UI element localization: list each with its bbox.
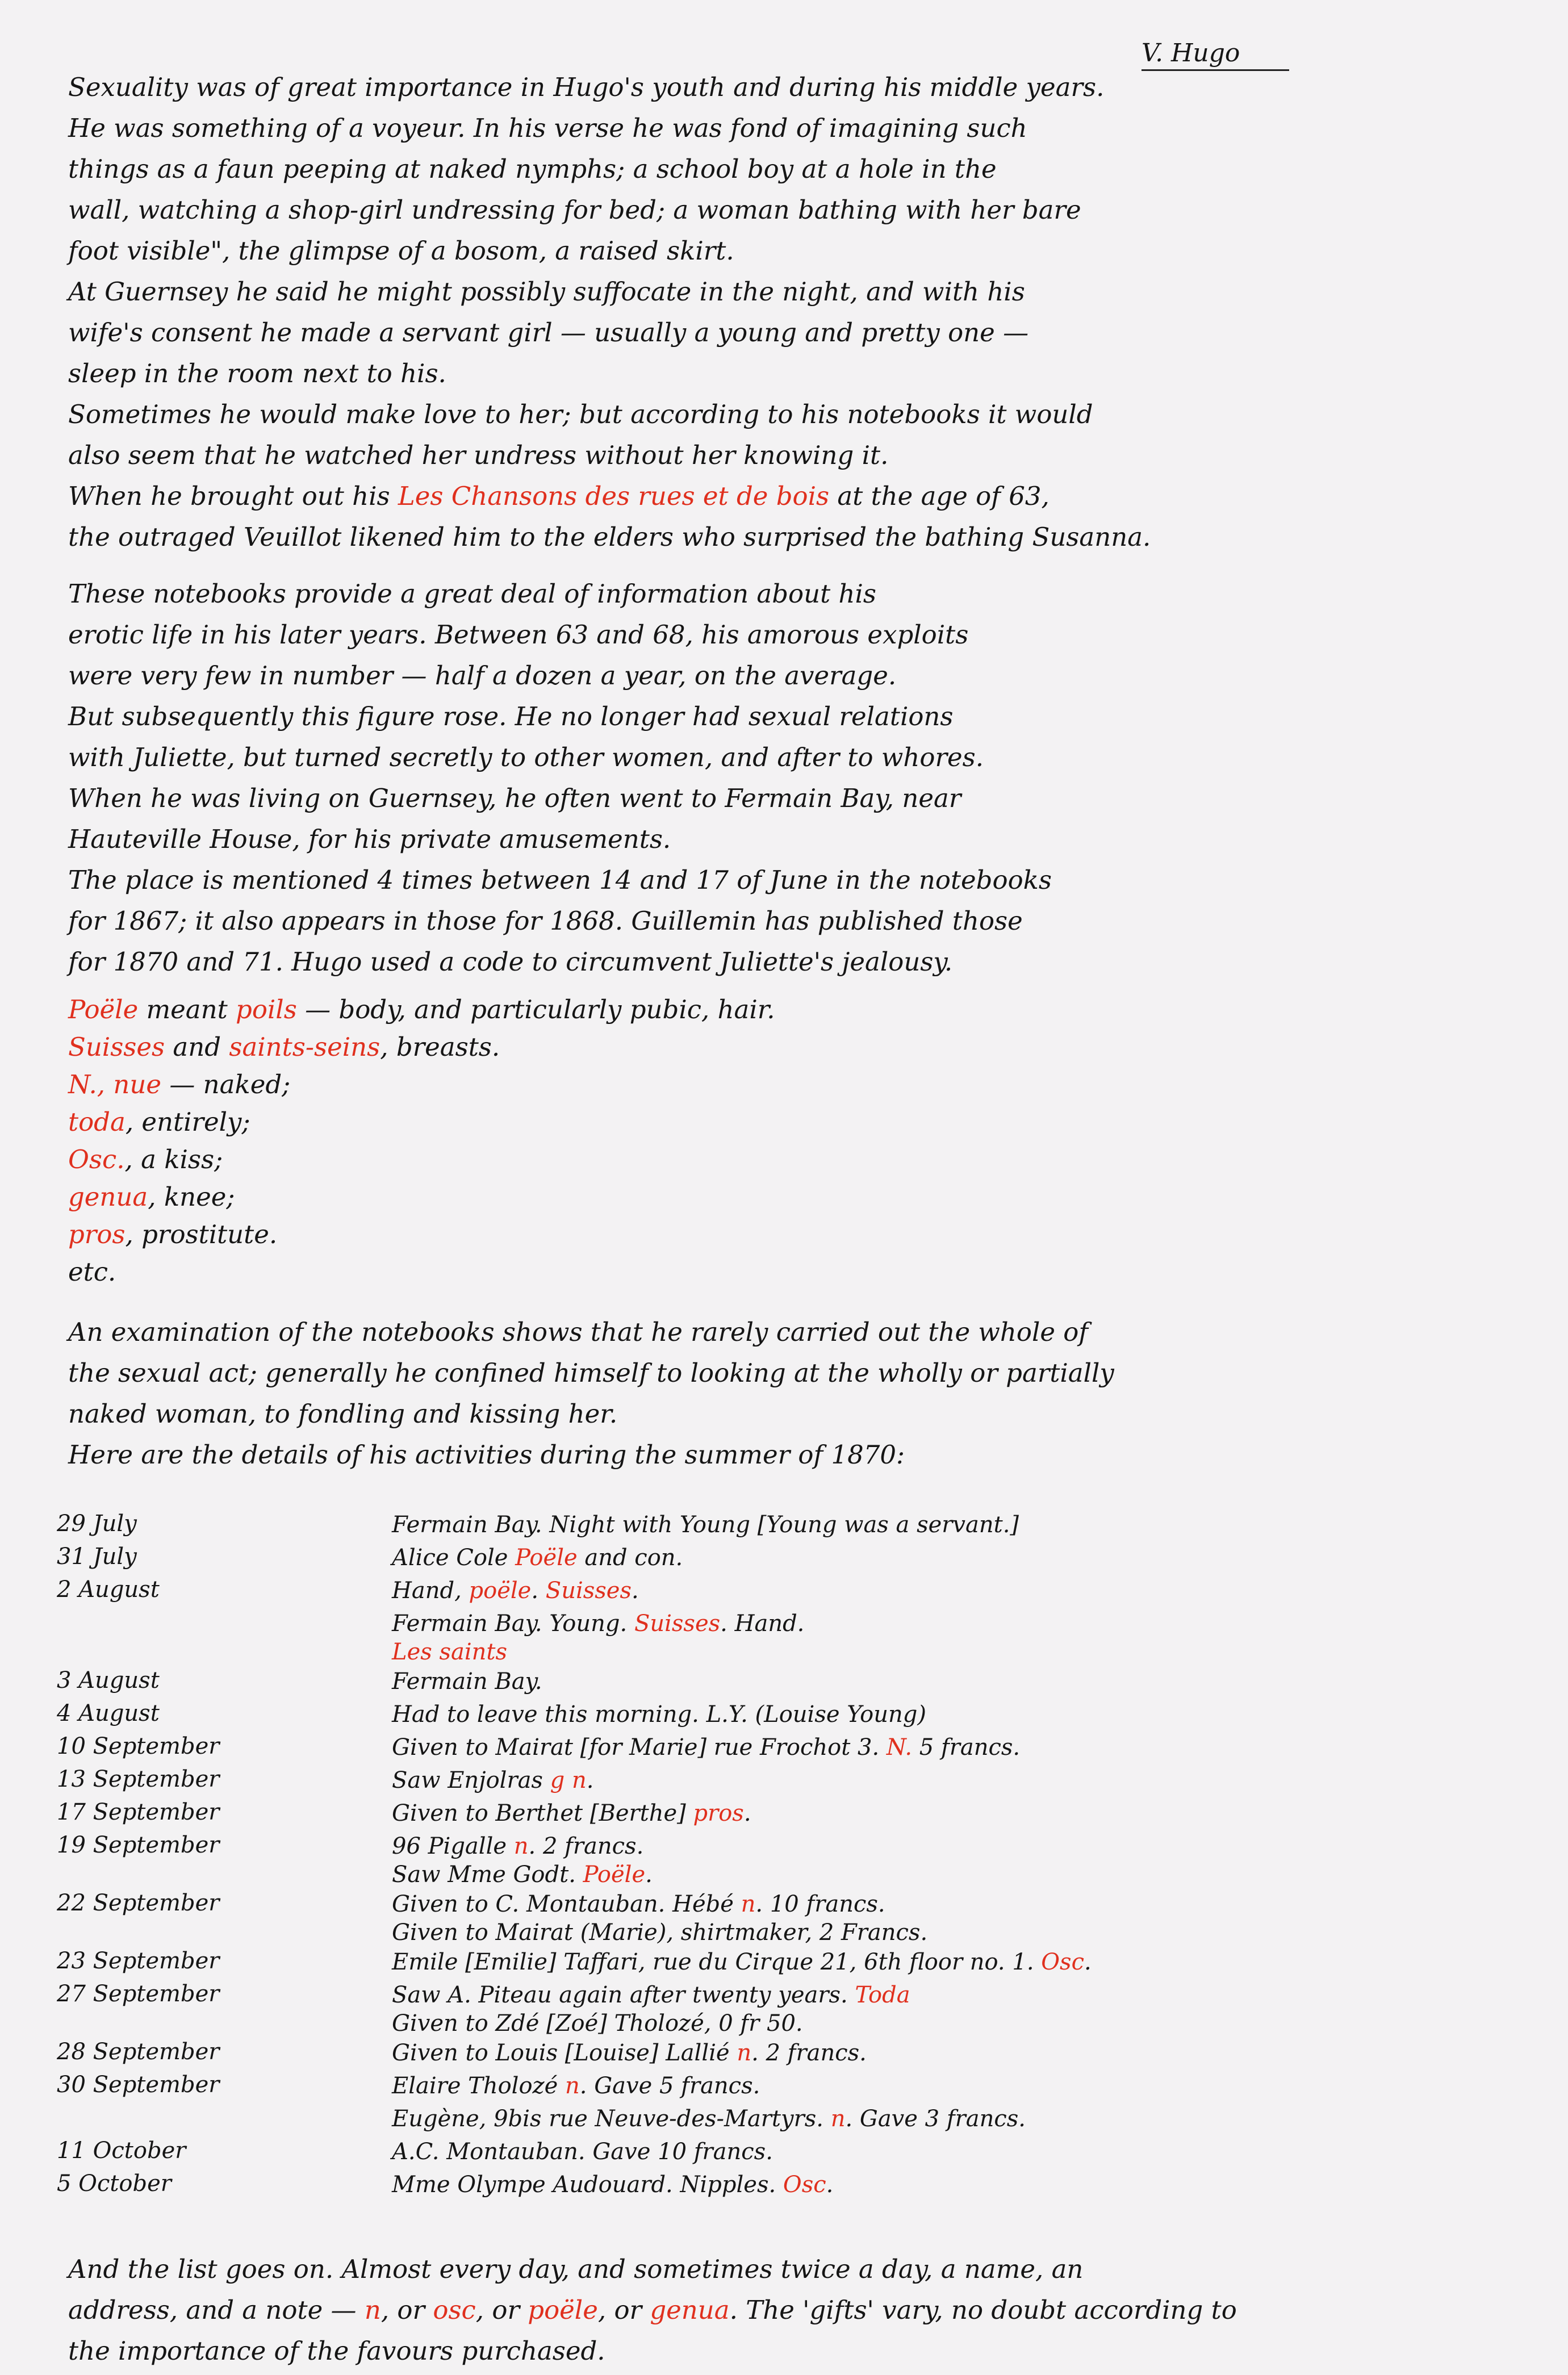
- red-code-word: N., nue: [68, 1069, 162, 1099]
- text-run: , or: [380, 2295, 433, 2325]
- text-run: things as a faun peeping at naked nymphs; a school boy at a hole in the: [68, 154, 997, 184]
- diary-text: [392, 1700, 1511, 1729]
- diary-entry: [57, 1544, 1511, 1575]
- diary-entry: [57, 2105, 1511, 2136]
- diary-text: [392, 2171, 1511, 2199]
- diary-date: 28 September: [57, 2039, 220, 2065]
- diary-run: .: [632, 1578, 639, 1604]
- paragraph: [68, 1312, 1511, 1475]
- diary-line: [392, 1918, 1511, 1947]
- diary-date: 30 September: [57, 2072, 220, 2098]
- diary-run: Saw A. Piteau again after twenty years.: [392, 1982, 855, 2008]
- red-code-word: Les saints: [392, 1639, 508, 1665]
- red-code-word: saints-seins: [229, 1032, 380, 1062]
- diary-run: Mme Olympe Audouard. Nipples.: [392, 2172, 783, 2198]
- diary-line: [392, 2171, 1511, 2199]
- text-run: the sexual act; generally he confined himself to looking at the wholly or partially: [68, 1358, 1114, 1388]
- text-run: also seem that he watched her undress without her knowing it.: [68, 440, 889, 470]
- red-code-word: poils: [236, 994, 297, 1025]
- red-code-word: poële: [469, 1578, 532, 1604]
- glossary-row: [68, 1028, 775, 1066]
- diary-line: [392, 1577, 1511, 1605]
- diary-entry: [57, 1981, 1511, 2038]
- paragraph: [68, 574, 1511, 982]
- text-line: [68, 108, 1511, 149]
- diary-date: 11 October: [57, 2138, 186, 2164]
- diary-run: Fermain Bay.: [392, 1669, 542, 1695]
- diary-entry: [57, 1766, 1511, 1798]
- text-run: were very few in number — half a dozen a year, on the average.: [68, 660, 897, 691]
- diary-text: [392, 1799, 1511, 1828]
- red-code-word: Poële: [68, 994, 139, 1025]
- diary-line: [392, 1544, 1511, 1572]
- diary-line: [392, 1667, 1511, 1696]
- diary-run: Given to C. Montauban. Hébé: [392, 1891, 741, 1917]
- glossary-text: , knee;: [148, 1182, 235, 1212]
- text-run: erotic life in his later years. Between 63 and 68, his amorous exploits: [68, 620, 969, 650]
- text-line: [68, 942, 1511, 982]
- diary-run: . 10 francs.: [755, 1891, 885, 1917]
- red-code-word: n: [565, 2073, 580, 2099]
- diary-line: [392, 1860, 1511, 1889]
- text-line: [68, 655, 1511, 696]
- text-run: for 1870 and 71. Hugo used a code to circumvent Juliette's jealousy.: [68, 947, 953, 977]
- text-line: [68, 271, 1511, 312]
- diary-line: [392, 2138, 1511, 2166]
- glossary-text: — naked;: [161, 1069, 291, 1099]
- diary-line: [392, 1981, 1511, 2009]
- diary-text: [392, 1766, 1511, 1795]
- diary-line: [392, 1638, 1511, 1666]
- diary-run: Emile [Emilie] Taffari, rue du Cirque 21, 6th floor no. 1.: [392, 1949, 1042, 1975]
- diary-run: Fermain Bay. Young.: [392, 1611, 634, 1637]
- red-code-word: pros: [693, 1800, 744, 1826]
- diary-line: [392, 1700, 1511, 1729]
- diary-date: 5 October: [57, 2171, 172, 2197]
- red-code-word: Toda: [855, 1982, 910, 2008]
- paragraph: [68, 67, 1511, 558]
- diary-entry: [57, 1890, 1511, 1947]
- text-line: [68, 2290, 1511, 2331]
- text-run: wife's consent he made a servant girl — usually a young and pretty one —: [68, 317, 1029, 348]
- diary-line: [392, 2072, 1511, 2100]
- red-code-word: Suisses: [634, 1611, 721, 1637]
- diary-run: 96 Pigalle: [392, 1833, 514, 1859]
- diary-date: 31 July: [57, 1544, 137, 1570]
- diary-line: [392, 1766, 1511, 1795]
- red-code-word: genua: [68, 1182, 148, 1212]
- diary-text: [392, 1577, 1511, 1605]
- text-run: Here are the details of his activities during the summer of 1870:: [68, 1440, 905, 1470]
- diary-date: 17 September: [57, 1799, 220, 1825]
- diary-entry: [57, 1733, 1511, 1765]
- text-line: [68, 476, 1511, 517]
- text-run: naked woman, to fondling and kissing her.: [68, 1399, 618, 1429]
- diary-run: A.C. Montauban. Gave 10 francs.: [392, 2139, 773, 2165]
- paragraph: [68, 2249, 1511, 2372]
- glossary-row: [68, 1066, 775, 1103]
- glossary-text: and: [165, 1032, 229, 1062]
- diary-line: [392, 1511, 1511, 1539]
- text-line: [68, 353, 1511, 394]
- text-run: , or: [597, 2295, 650, 2325]
- diary-line: [392, 1799, 1511, 1828]
- glossary-text: , entirely;: [125, 1107, 250, 1137]
- text-line: [68, 1312, 1511, 1353]
- diary-text: [392, 1890, 1511, 1947]
- diary-entry: [57, 1832, 1511, 1889]
- text-run: He was something of a voyeur. In his verse he was fond of imagining such: [68, 113, 1027, 143]
- diary-entry: [57, 1577, 1511, 1608]
- text-line: [68, 312, 1511, 353]
- text-line: [68, 819, 1511, 860]
- diary-run: Given to Mairat [for Marie] rue Frochot 3.: [392, 1734, 887, 1761]
- text-line: [68, 2249, 1511, 2290]
- diary-text: [392, 1948, 1511, 1976]
- text-line: [68, 1435, 1511, 1475]
- text-line: [68, 778, 1511, 819]
- glossary-text: — body, and particularly pubic, hair.: [296, 994, 775, 1025]
- text-run: But subsequently this figure rose. He no longer had sexual relations: [68, 701, 954, 731]
- diary-line: [392, 1733, 1511, 1762]
- diary-text: [392, 2039, 1511, 2067]
- text-run: . The 'gifts' vary, no doubt according to: [729, 2295, 1237, 2325]
- diary-date: 13 September: [57, 1766, 220, 1792]
- diary-run: .: [645, 1862, 653, 1888]
- glossary-row: [68, 1141, 775, 1178]
- red-code-word: poële: [528, 2295, 598, 2325]
- red-code-word: Suisses: [545, 1578, 632, 1604]
- text-run: address, and a note —: [68, 2295, 365, 2325]
- text-run: Sexuality was of great importance in Hugo's youth and during his middle years.: [68, 72, 1105, 102]
- text-run: the outraged Veuillot likened him to the elders who surprised the bathing Susanna.: [68, 522, 1151, 552]
- diary-entry: [57, 2039, 1511, 2071]
- diary-run: Had to leave this morning. L.Y. (Louise Young): [392, 1701, 926, 1728]
- diary-text: [392, 1511, 1511, 1539]
- diary-date: 22 September: [57, 1890, 220, 1916]
- diary-text: [392, 2072, 1511, 2100]
- red-code-word: n: [513, 1833, 529, 1859]
- diary-entry: [57, 2171, 1511, 2202]
- red-code-word: Poële: [515, 1545, 578, 1571]
- diary-entry: [57, 1799, 1511, 1831]
- diary-run: and con.: [577, 1545, 683, 1571]
- text-line: [68, 737, 1511, 778]
- text-line: [68, 1353, 1511, 1394]
- diary-line: [392, 1890, 1511, 1918]
- diary-line: [392, 1948, 1511, 1976]
- text-run: An examination of the notebooks shows that he rarely carried out the whole of: [68, 1317, 1089, 1347]
- text-line: [68, 614, 1511, 655]
- diary-run: Saw Mme Godt.: [392, 1862, 583, 1888]
- text-run: wall, watching a shop-girl undressing for bed; a woman bathing with her bare: [68, 195, 1081, 225]
- text-line: [68, 517, 1511, 558]
- diary-run: Fermain Bay. Night with Young [Young was a servant.]: [392, 1512, 1019, 1538]
- diary-run: Saw Enjolras: [392, 1767, 550, 1793]
- diary-line: [392, 2009, 1511, 2038]
- diary-entry: [57, 2138, 1511, 2169]
- text-line: [68, 435, 1511, 476]
- diary-run: .: [531, 1578, 546, 1604]
- text-run: And the list goes on. Almost every day, and sometimes twice a day, a name, an: [68, 2254, 1084, 2284]
- diary-entry: [57, 1948, 1511, 1980]
- text-line: [68, 901, 1511, 942]
- diary-text: [392, 2105, 1511, 2133]
- diary-text: [392, 2138, 1511, 2166]
- glossary-row: [68, 1216, 775, 1253]
- red-code-word: Osc: [783, 2172, 826, 2198]
- diary-date: 23 September: [57, 1948, 220, 1974]
- red-code-word: pros: [68, 1219, 126, 1249]
- text-line: [68, 149, 1511, 190]
- text-line: [68, 231, 1511, 271]
- red-code-word: Poële: [583, 1862, 646, 1888]
- glossary-row: [68, 1253, 775, 1291]
- red-code-word: n: [364, 2295, 381, 2325]
- glossary-text: meant: [138, 994, 236, 1025]
- red-code-word: n: [741, 1891, 756, 1917]
- red-code-word: Osc.: [68, 1144, 125, 1174]
- diary-entry: [57, 1609, 1511, 1666]
- glossary-text: , a kiss;: [124, 1144, 223, 1174]
- diary-run: Given to Louis [Louise] Lallié: [392, 2040, 737, 2066]
- text-run: , or: [475, 2295, 528, 2325]
- diary-run: Alice Cole: [392, 1545, 516, 1571]
- text-run: the importance of the favours purchased.: [68, 2336, 605, 2366]
- diary-text: [392, 1981, 1511, 2038]
- diary-run: Eugène, 9bis rue Neuve-des-Martyrs.: [392, 2106, 831, 2132]
- diary-run: . Gave 5 francs.: [579, 2073, 760, 2099]
- diary-date: 10 September: [57, 1733, 220, 1759]
- diary-run: .: [1084, 1949, 1092, 1975]
- diary-date: 29 July: [57, 1511, 137, 1537]
- diary-date: 3 August: [57, 1667, 160, 1694]
- text-line: [68, 696, 1511, 737]
- diary-run: Given to Zdé [Zoé] Tholozé, 0 fr 50.: [392, 2010, 803, 2037]
- diary-run: .: [586, 1767, 594, 1793]
- diary-run: . 2 francs.: [751, 2040, 867, 2066]
- diary-line: [392, 2039, 1511, 2067]
- diary-run: Elaire Tholozé: [392, 2073, 565, 2099]
- author-heading: V. Hugo: [1141, 39, 1240, 68]
- red-code-word: genua: [650, 2295, 730, 2325]
- diary-text: [392, 1832, 1511, 1889]
- text-run: The place is mentioned 4 times between 14 and 17 of June in the notebooks: [68, 865, 1052, 895]
- diary-run: Given to Berthet [Berthe]: [392, 1800, 693, 1826]
- red-code-word: n: [737, 2040, 752, 2066]
- text-run: When he was living on Guernsey, he often went to Fermain Bay, near: [68, 783, 961, 813]
- diary-entry: [57, 2072, 1511, 2104]
- text-run: foot visible", the glimpse of a bosom, a raised skirt.: [68, 236, 734, 266]
- text-line: [68, 860, 1511, 901]
- red-code-word: Osc: [1041, 1949, 1084, 1975]
- diary-run: . 2 francs.: [528, 1833, 644, 1859]
- text-line: [68, 1394, 1511, 1435]
- diary-run: Hand,: [392, 1578, 469, 1604]
- red-code-word: Les Chansons des rues et de bois: [398, 481, 830, 511]
- text-run: When he brought out his: [68, 481, 398, 511]
- diary-run: Given to Mairat (Marie), shirtmaker, 2 Francs.: [392, 1920, 928, 1946]
- glossary-text: etc.: [68, 1257, 116, 1287]
- text-line: [68, 2331, 1511, 2372]
- text-run: at the age of 63,: [829, 481, 1049, 511]
- diary-entry: [57, 1667, 1511, 1699]
- code-glossary: [68, 991, 775, 1291]
- text-run: These notebooks provide a great deal of information about his: [68, 579, 876, 609]
- diary-date: 2 August: [57, 1577, 160, 1603]
- glossary-text: , prostitute.: [125, 1219, 278, 1249]
- red-code-word: osc: [433, 2295, 476, 2325]
- diary-run: 5 francs.: [912, 1734, 1021, 1761]
- diary-entry: [57, 1700, 1511, 1732]
- diary-date: 19 September: [57, 1832, 220, 1858]
- red-code-word: g n: [550, 1767, 587, 1793]
- red-code-word: N.: [886, 1734, 913, 1761]
- text-run: At Guernsey he said he might possibly suffocate in the night, and with his: [68, 277, 1025, 307]
- red-code-word: n: [830, 2106, 846, 2132]
- diary-text: [392, 1733, 1511, 1762]
- glossary-text: , breasts.: [380, 1032, 500, 1062]
- diary-line: [392, 1832, 1511, 1860]
- text-line: [68, 394, 1511, 435]
- diary-entries: [57, 1511, 1511, 2203]
- text-run: Hauteville House, for his private amusements.: [68, 824, 671, 854]
- diary-text: [392, 1609, 1511, 1666]
- text-line: [68, 190, 1511, 231]
- diary-date: 27 September: [57, 1981, 220, 2007]
- red-code-word: Suisses: [68, 1032, 165, 1062]
- glossary-row: [68, 1103, 775, 1141]
- diary-line: [392, 1609, 1511, 1638]
- red-code-word: toda: [68, 1107, 126, 1137]
- diary-run: . Gave 3 francs.: [845, 2106, 1026, 2132]
- text-run: for 1867; it also appears in those for 1868. Guillemin has published those: [68, 906, 1023, 936]
- diary-text: [392, 1544, 1511, 1572]
- glossary-row: [68, 991, 775, 1028]
- diary-run: .: [743, 1800, 751, 1826]
- diary-text: [392, 1667, 1511, 1696]
- text-run: Sometimes he would make love to her; but according to his notebooks it would: [68, 399, 1093, 429]
- diary-entry: [57, 1511, 1511, 1542]
- text-run: with Juliette, but turned secretly to other women, and after to whores.: [68, 742, 984, 772]
- text-line: [68, 574, 1511, 614]
- text-line: [68, 67, 1511, 108]
- diary-run: .: [826, 2172, 834, 2198]
- diary-date: 4 August: [57, 1700, 160, 1726]
- diary-run: . Hand.: [720, 1611, 805, 1637]
- glossary-row: [68, 1178, 775, 1216]
- text-run: sleep in the room next to his.: [68, 358, 446, 388]
- diary-line: [392, 2105, 1511, 2133]
